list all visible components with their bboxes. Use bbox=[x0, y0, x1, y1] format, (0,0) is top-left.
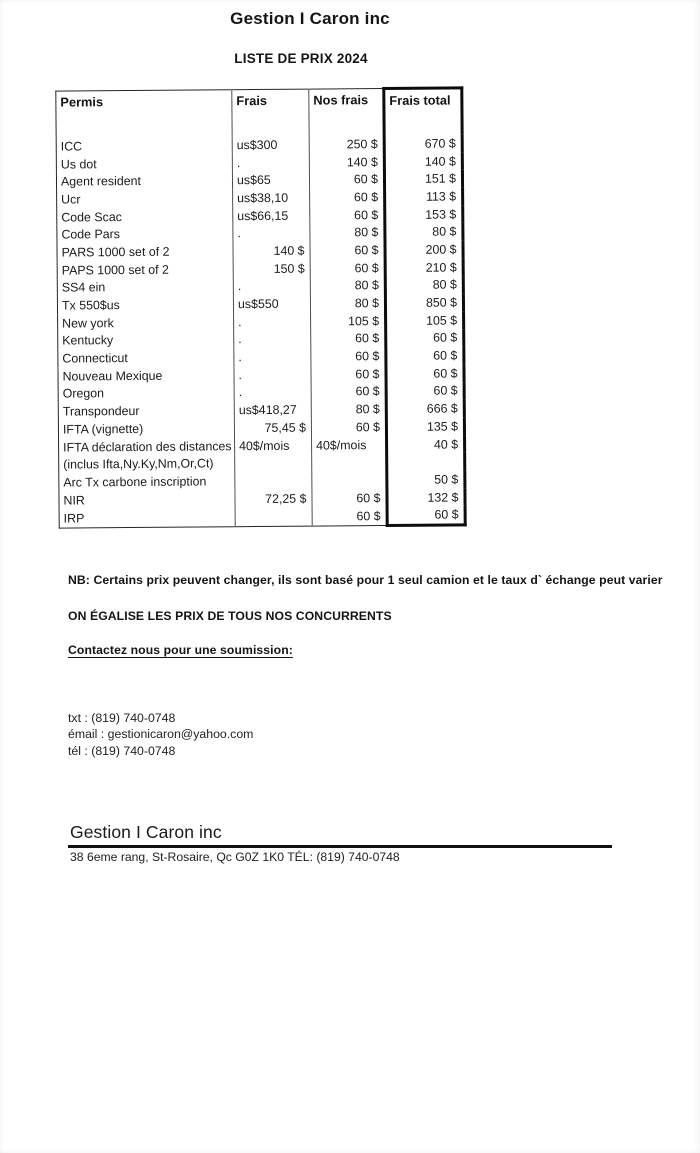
cell-permis: Ucr bbox=[61, 192, 81, 207]
footer-address: 38 6eme rang, St-Rosaire, Qc G0Z 1K0 TÉL: (819) 740-0748 bbox=[70, 850, 400, 864]
cell-frais-total: 151 $ bbox=[384, 170, 462, 188]
cell-frais: 40$/mois bbox=[235, 436, 312, 454]
price-table-container bbox=[55, 86, 464, 529]
footer-divider bbox=[68, 845, 612, 848]
cell-frais-total: 60 $ bbox=[386, 347, 464, 365]
cell-permis: IRP bbox=[63, 511, 85, 526]
cell-frais-total: 50 $ bbox=[387, 470, 465, 488]
cell-frais: us$38,10 bbox=[233, 189, 310, 207]
cell-frais-total: 666 $ bbox=[386, 400, 464, 418]
column-header-frais: Frais bbox=[232, 89, 309, 136]
cell-frais-total bbox=[387, 453, 465, 471]
cell-nos-frais: 60 $ bbox=[310, 259, 385, 277]
cell-nos-frais: 60 $ bbox=[311, 418, 386, 436]
cell-frais: . bbox=[234, 330, 311, 348]
price-table bbox=[55, 86, 466, 529]
cell-permis: Tx 550$us bbox=[61, 298, 120, 313]
cell-frais-total: 80 $ bbox=[385, 223, 463, 241]
cell-permis: Code Scac bbox=[61, 209, 122, 225]
contact-txt-line: txt : (819) 740-0748 bbox=[68, 711, 176, 725]
cell-permis: Connecticut bbox=[62, 351, 128, 366]
cell-frais bbox=[235, 507, 312, 527]
price-table-header-row bbox=[56, 88, 462, 138]
cell-frais-total: 140 $ bbox=[384, 152, 462, 170]
cell-nos-frais bbox=[312, 453, 387, 471]
cell-nos-frais: 105 $ bbox=[311, 312, 386, 330]
cell-frais-total: 113 $ bbox=[385, 187, 463, 205]
note-match-prices: ON ÉGALISE LES PRIX DE TOUS NOS CONCURRENTS bbox=[68, 609, 392, 623]
cell-permis: NIR bbox=[63, 492, 85, 508]
price-table-body bbox=[56, 134, 465, 528]
cell-nos-frais: 60 $ bbox=[310, 188, 385, 206]
note-nb: NB: Certains prix peuvent changer, ils sont basé pour 1 seul camion et le taux d` échange peut varier bbox=[68, 573, 663, 587]
contact-tel-line: tél : (819) 740-0748 bbox=[68, 743, 176, 758]
cell-frais-total: 40 $ bbox=[387, 435, 465, 453]
cell-frais: us$300 bbox=[232, 136, 309, 154]
cell-permis: Arc Tx carbone inscription bbox=[63, 474, 207, 490]
cell-nos-frais: 60 $ bbox=[312, 506, 387, 526]
cell-permis: Us dot bbox=[60, 156, 97, 172]
cell-frais: us$550 bbox=[233, 295, 310, 313]
cell-nos-frais: 60 $ bbox=[310, 206, 385, 224]
cell-frais: . bbox=[233, 224, 310, 242]
cell-permis: Agent resident bbox=[60, 174, 141, 189]
cell-frais: . bbox=[232, 153, 309, 171]
cell-permis: IFTA (vignette) bbox=[62, 421, 144, 437]
cell-frais-total: 60 $ bbox=[386, 382, 464, 400]
cell-frais-total: 670 $ bbox=[384, 134, 462, 152]
cell-frais-total: 210 $ bbox=[385, 258, 463, 276]
cell-permis: Nouveau Mexique bbox=[62, 368, 163, 384]
column-header-nos-frais: Nos frais bbox=[309, 89, 384, 136]
cell-nos-frais: 60 $ bbox=[311, 365, 386, 383]
cell-permis: Oregon bbox=[62, 386, 105, 402]
cell-nos-frais: 60 $ bbox=[312, 489, 387, 507]
cell-permis: Kentucky bbox=[62, 333, 114, 348]
cell-nos-frais: 60 $ bbox=[310, 241, 385, 259]
cell-permis: Code Pars bbox=[61, 227, 121, 242]
cell-frais: . bbox=[234, 366, 311, 384]
cell-nos-frais: 80 $ bbox=[311, 400, 386, 418]
cell-frais bbox=[235, 454, 312, 472]
cell-frais: . bbox=[233, 277, 310, 295]
document-subtitle: LISTE DE PRIX 2024 bbox=[234, 51, 368, 66]
cell-permis: PAPS 1000 set of 2 bbox=[61, 262, 169, 278]
cell-frais-total: 153 $ bbox=[385, 205, 463, 223]
cell-permis: New york bbox=[62, 315, 114, 331]
cell-frais: . bbox=[234, 312, 311, 330]
cell-permis: PARS 1000 set of 2 bbox=[61, 244, 170, 260]
cell-frais: . bbox=[234, 383, 311, 401]
cell-frais: us$66,15 bbox=[233, 206, 310, 224]
cell-frais: 75,45 $ bbox=[234, 419, 311, 437]
cell-nos-frais: 80 $ bbox=[310, 294, 385, 312]
contact-block bbox=[68, 710, 253, 759]
column-header-permis: Permis bbox=[60, 94, 104, 110]
note-contact-cta: Contactez nous pour une soumission: bbox=[68, 643, 293, 657]
cell-nos-frais: 60 $ bbox=[309, 170, 384, 188]
document-title: Gestion I Caron inc bbox=[230, 9, 390, 28]
cell-permis: Transpondeur bbox=[62, 404, 140, 419]
cell-frais-total: 80 $ bbox=[385, 276, 463, 294]
cell-frais: 140 $ bbox=[233, 242, 310, 260]
contact-email-line: émail : gestionicaron@yahoo.com bbox=[68, 727, 254, 742]
cell-frais bbox=[235, 472, 312, 490]
cell-frais-total: 60 $ bbox=[386, 364, 464, 382]
cell-frais-total: 200 $ bbox=[385, 241, 463, 259]
cell-nos-frais: 80 $ bbox=[310, 223, 385, 241]
cell-permis: SS4 ein bbox=[61, 280, 106, 295]
cell-permis: IFTA déclaration des distances bbox=[63, 438, 232, 455]
cell-frais: . bbox=[234, 348, 311, 366]
cell-nos-frais: 60 $ bbox=[311, 330, 386, 348]
cell-frais: 150 $ bbox=[233, 259, 310, 277]
cell-nos-frais: 140 $ bbox=[309, 153, 384, 171]
cell-frais: us$65 bbox=[232, 171, 309, 189]
cell-frais: 72,25 $ bbox=[235, 489, 312, 507]
cell-permis: (inclus Ifta,Ny.Ky,Nm,Or,Ct) bbox=[63, 456, 214, 472]
cell-frais-total: 135 $ bbox=[386, 417, 464, 435]
cell-nos-frais bbox=[312, 471, 387, 489]
cell-frais-total: 60 $ bbox=[387, 506, 465, 526]
cell-frais-total: 850 $ bbox=[385, 294, 463, 312]
cell-nos-frais: 250 $ bbox=[309, 135, 384, 153]
cell-nos-frais: 60 $ bbox=[311, 347, 386, 365]
cell-nos-frais: 60 $ bbox=[311, 383, 386, 401]
cell-frais-total: 60 $ bbox=[386, 329, 464, 347]
cell-frais-total: 132 $ bbox=[387, 488, 465, 506]
footer-company-name: Gestion I Caron inc bbox=[70, 822, 222, 842]
cell-permis: ICC bbox=[60, 139, 83, 154]
cell-frais-total: 105 $ bbox=[386, 311, 464, 329]
cell-nos-frais: 40$/mois bbox=[312, 436, 387, 454]
cell-frais: us$418,27 bbox=[234, 401, 311, 419]
cell-nos-frais: 80 $ bbox=[310, 277, 385, 295]
table-row bbox=[59, 506, 465, 528]
column-header-frais-total: Frais total bbox=[384, 88, 462, 135]
